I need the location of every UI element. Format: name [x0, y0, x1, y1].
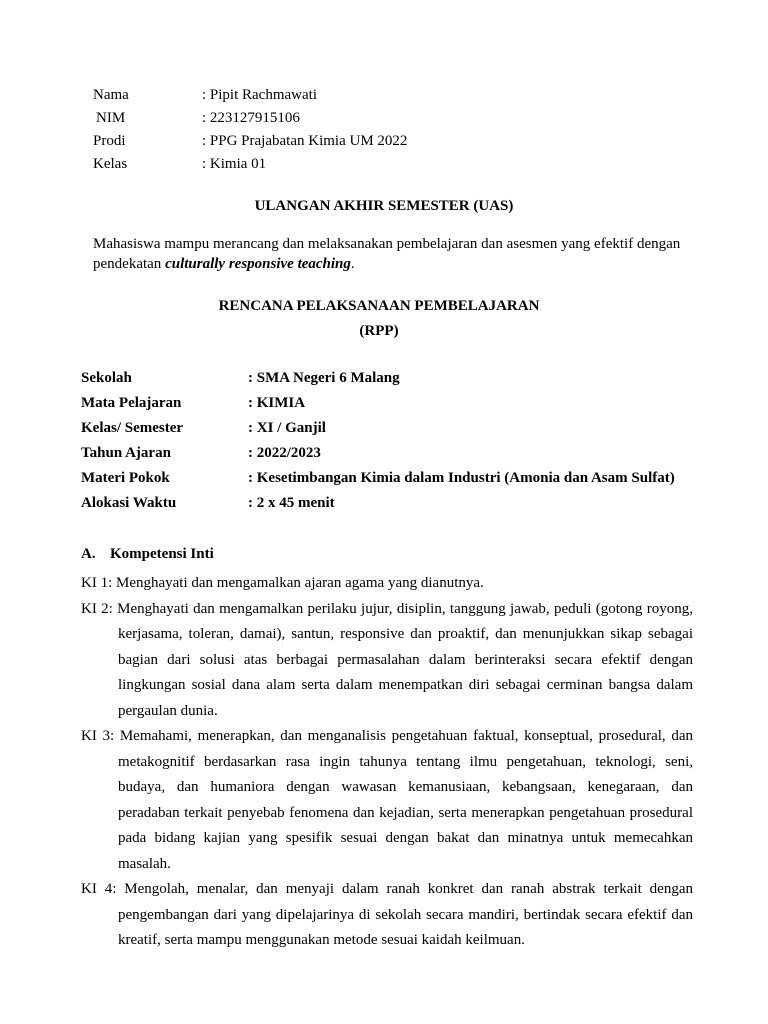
- intro-text: Mahasiswa mampu merancang dan melaksanakan pembelajaran dan asesmen yang efektif dengan pendekatan: [93, 236, 681, 272]
- info-label: Kelas: [93, 156, 128, 172]
- section-heading-kompetensi-inti: [81, 545, 214, 564]
- student-info-row-prodi: [93, 132, 407, 155]
- meta-row-kelas-semester: [81, 419, 675, 444]
- kompetensi-inti-list: [81, 571, 693, 954]
- info-value: : PPG Prajabatan Kimia UM 2022: [202, 133, 408, 149]
- meta-value: : XI / Ganjil: [248, 420, 326, 436]
- meta-label: Materi Pokok: [81, 470, 170, 486]
- meta-label: Sekolah: [81, 370, 132, 386]
- meta-row-mata-pelajaran: [81, 394, 675, 419]
- section-title: Kompetensi Inti: [110, 546, 214, 562]
- student-info-row-name: [93, 86, 407, 109]
- meta-value: : 2022/2023: [248, 445, 321, 461]
- student-info: [93, 86, 407, 178]
- meta-label: Alokasi Waktu: [81, 495, 177, 511]
- meta-label: Kelas/ Semester: [81, 420, 184, 436]
- info-label: NIM: [96, 110, 126, 126]
- section-number: A.: [81, 546, 96, 562]
- meta-row-sekolah: [81, 369, 675, 394]
- info-label: Nama: [93, 87, 129, 103]
- rpp-title: [0, 294, 758, 344]
- rpp-title-line2: (RPP): [359, 323, 399, 339]
- rpp-meta: [81, 369, 675, 519]
- student-info-row-nim: [93, 109, 407, 132]
- uas-title: ULANGAN AKHIR SEMESTER (UAS): [254, 198, 514, 214]
- info-label: Prodi: [93, 133, 126, 149]
- meta-value: : KIMIA: [248, 395, 306, 411]
- info-value: : 223127915106: [202, 110, 300, 126]
- meta-value: : Kesetimbangan Kimia dalam Industri (Amonia dan Asam Sulfat): [248, 470, 675, 486]
- meta-row-tahun-ajaran: [81, 444, 675, 469]
- student-info-row-kelas: [93, 155, 407, 178]
- rpp-title-line1: RENCANA PELAKSANAAN PEMBELAJARAN: [218, 298, 540, 314]
- ki-item-3: KI 3: Memahami, menerapkan, dan menganalisis pengetahuan faktual, konseptual, prosedural, dan metakognitif berdasarkan rasa ingin tahunya tentang ilmu pengetahuan, teknologi, seni, budaya, dan humaniora dengan wawasan kemanusiaan, kebangsaan, kenegaraan, dan peradaban terkait penyebab fenomena dan kejadian, serta menerapkan pengetahuan prosedural pada bidang kajian yang spesifik sesuai dengan bakat dan minatnya untuk memecahkan masalah.: [81, 728, 693, 872]
- meta-value: : 2 x 45 menit: [248, 495, 335, 511]
- meta-label: Mata Pelajaran: [81, 395, 182, 411]
- meta-row-materi-pokok: [81, 469, 675, 494]
- meta-label: Tahun Ajaran: [81, 445, 171, 461]
- meta-row-alokasi-waktu: [81, 494, 675, 519]
- info-value: : Pipit Rachmawati: [202, 87, 317, 103]
- intro-paragraph: [93, 234, 693, 274]
- ki-item-4: KI 4: Mengolah, menalar, dan menyaji dalam ranah konkret dan ranah abstrak terkait dengan pengembangan dari yang dipelajarinya di sekolah secara mandiri, bertindak secara efektif dan kreatif, serta mampu menggunakan metode sesuai kaidah keilmuan.: [81, 881, 693, 948]
- ki-item-2: KI 2: Menghayati dan mengamalkan perilaku jujur, disiplin, tanggung jawab, peduli (gotong royong, kerjasama, toleran, damai), santun, responsive dan proaktif, dan menunjukkan sikap sebagai bagian dari solusi atas berbagai permasalahan dalam berinteraksi secara efektif dengan lingkungan sosial dana alam serta dalam menempatkan diri sebagai cerminan bangsa dalam pergaulan dunia.: [81, 600, 693, 719]
- ki-item-1: KI 1: Menghayati dan mengamalkan ajaran agama yang dianutnya.: [81, 575, 484, 591]
- intro-text-end: .: [350, 256, 355, 272]
- intro-emphasis: culturally responsive teaching: [165, 256, 351, 272]
- meta-value: : SMA Negeri 6 Malang: [248, 370, 400, 386]
- info-value: : Kimia 01: [202, 156, 267, 172]
